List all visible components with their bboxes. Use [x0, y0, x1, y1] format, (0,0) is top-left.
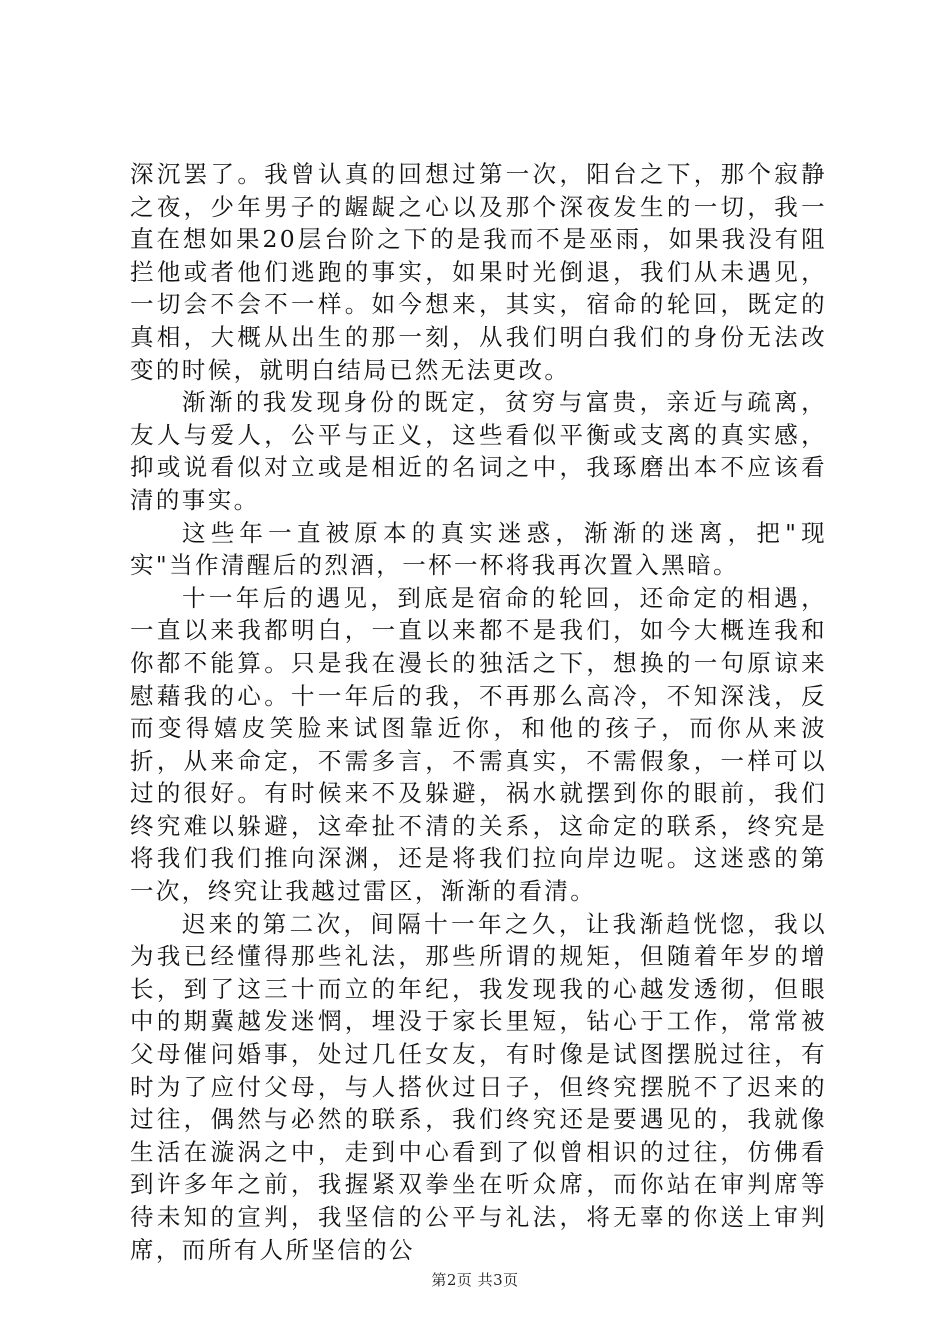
- page-footer: [0, 1269, 950, 1290]
- paragraph-1: 深沉罢了。我曾认真的回想过第一次，阳台之下，那个寂静之夜，少年男子的龌龊之心以及那个深夜发生的一切，我一直在想如果20层台阶之下的是我而不是巫雨，如果我没有阻拦他或者他们逃跑的事实，如果时光倒退，我们从未遇见，一切会不会不一样。如今想来，其实，宿命的轮回，既定的真相，大概从出生的那一刻，从我们明白我们的身份无法改变的时候，就明白结局已然无法更改。: [130, 160, 827, 384]
- paragraph-2: 渐渐的我发现身份的既定，贫穷与富贵，亲近与疏离，友人与爱人，公平与正义，这些看似平衡或支离的真实感，抑或说看似对立或是相近的名词之中，我琢磨出本不应该看清的事实。: [130, 388, 827, 514]
- paragraph-3: 这些年一直被原本的真实迷惑，渐渐的迷离，把"现实"当作清醒后的烈酒，一杯一杯将我再次置入黑暗。: [130, 518, 827, 580]
- paragraph-4: 十一年后的遇见，到底是宿命的轮回，还命定的相遇，一直以来我都明白，一直以来都不是我们，如今大概连我和你都不能算。只是我在漫长的独活之下，想换的一句原谅来慰藉我的心。十一年后的我，不再那么高冷，不知深浅，反而变得嬉皮笑脸来试图靠近你，和他的孩子，而你从来波折，从来命定，不需多言，不需真实，不需假象，一样可以过的很好。有时候来不及躲避，祸水就摆到你的眼前，我们终究难以躲避，这牵扯不清的关系，这命定的联系，终究是将我们我们推向深渊，还是将我们拉向岸边呢。这迷惑的第一次，终究让我越过雷区，渐渐的看清。: [130, 583, 827, 906]
- paragraph-5: 迟来的第二次，间隔十一年之久，让我渐趋恍惚，我以为我已经懂得那些礼法，那些所谓的规矩，但随着年岁的增长，到了这三十而立的年纪，我发现我的心越发透彻，但眼中的期冀越发迷惘，埋没于家长里短，钻心于工作，常常被父母催问婚事，处过几任女友，有时像是试图摆脱过往，有时为了应付父母，与人搭伙过日子，但终究摆脱不了迟来的过往，偶然与必然的联系，我们终究还是要遇见的，我就像生活在漩涡之中，走到中心看到了似曾相识的过往，仿佛看到许多年之前，我握紧双拳坐在听众席，而你站在审判席等待未知的宣判，我坚信的公平与礼法，将无辜的你送上审判席，而所有人所坚信的公: [130, 909, 827, 1264]
- document-body: [130, 158, 827, 1266]
- page-number: 第2页 共3页: [431, 1271, 519, 1289]
